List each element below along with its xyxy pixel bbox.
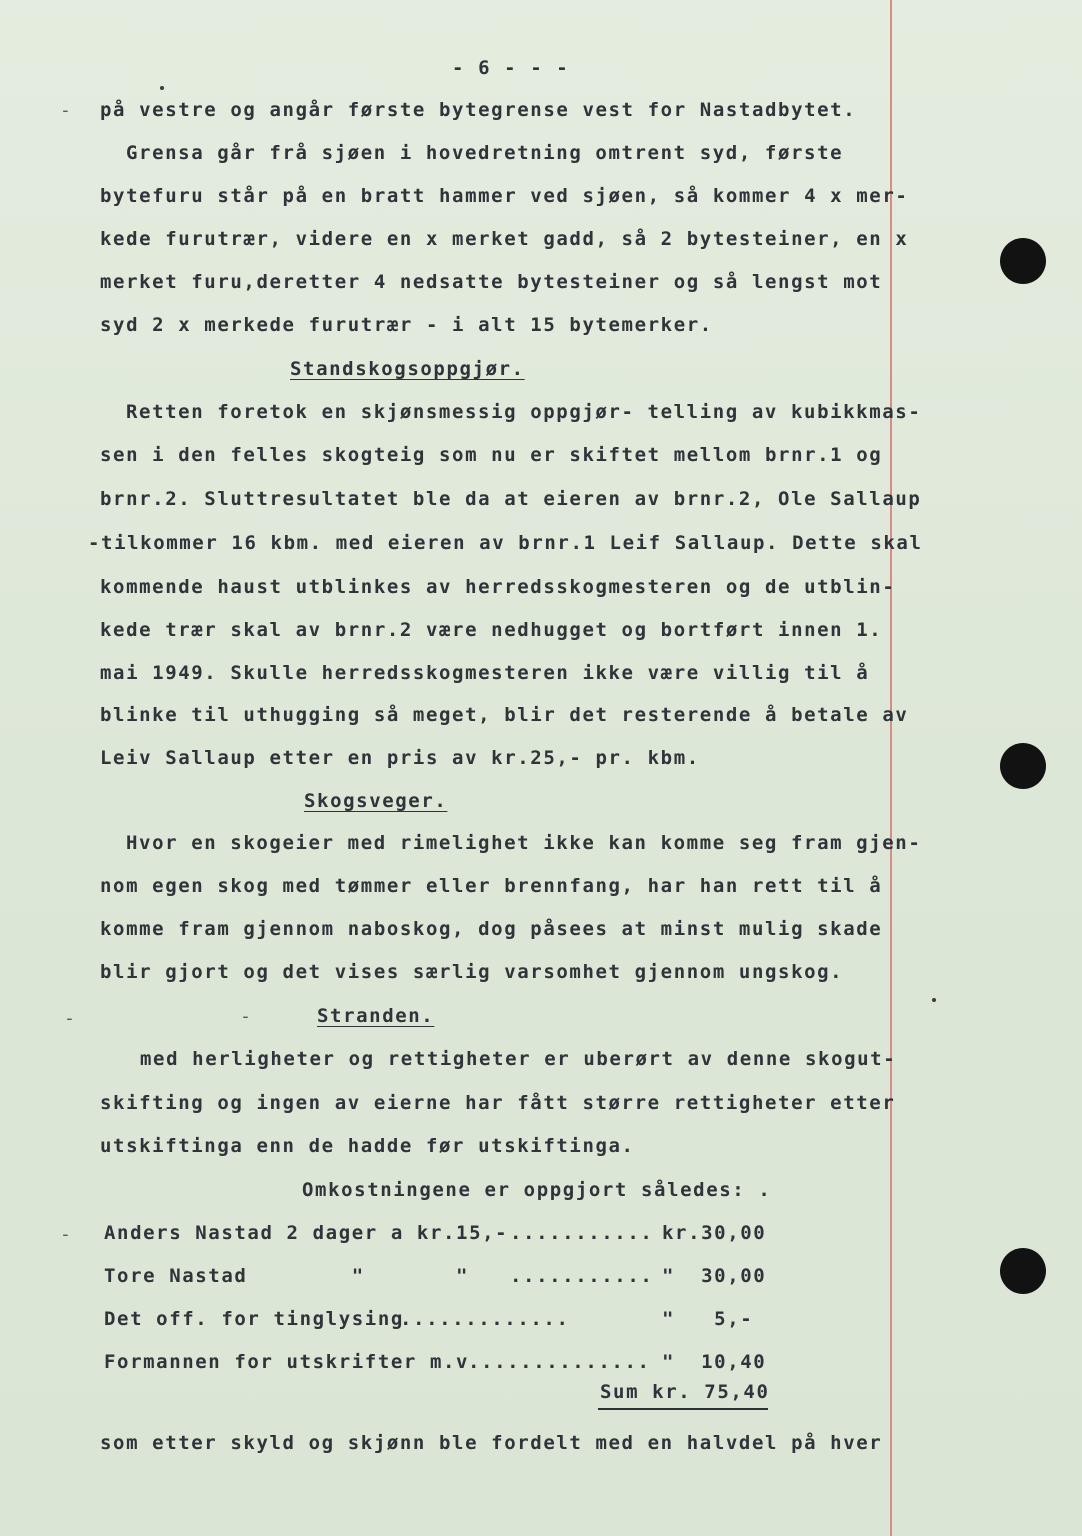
text-line: syd 2 x merkede furutrær - i alt 15 bytemerker. bbox=[100, 314, 713, 336]
cost-label: Anders Nastad 2 dager a kr.15,- bbox=[104, 1222, 509, 1244]
speck bbox=[160, 86, 164, 90]
cost-amount: " 30,00 bbox=[662, 1265, 767, 1287]
text-line: sen i den felles skogteig som nu er skiftet mellom brnr.1 og bbox=[100, 444, 883, 466]
speck bbox=[932, 998, 936, 1002]
cost-amount: kr.30,00 bbox=[662, 1222, 767, 1244]
punch-hole-middle bbox=[1000, 743, 1046, 789]
text-line: på vestre og angår første bytegrense vest for Nastadbytet. bbox=[100, 99, 857, 121]
text-line: Leiv Sallaup etter en pris av kr.25,- pr. kbm. bbox=[100, 747, 700, 769]
margin-dash: - bbox=[240, 1006, 251, 1027]
cost-dots: ........... bbox=[510, 1265, 654, 1287]
cost-dots: .............. bbox=[468, 1351, 651, 1373]
heading-stranden: Stranden. bbox=[317, 1005, 435, 1027]
text-line: som etter skyld og skjønn ble fordelt med en halvdel på hver bbox=[100, 1432, 883, 1454]
text-line: blinke til uthugging så meget, blir det resterende å betale av bbox=[100, 704, 909, 726]
costs-intro: Omkostningene er oppgjort således: . bbox=[302, 1179, 772, 1201]
punch-hole-bottom bbox=[1000, 1248, 1046, 1294]
text-line: kede trær skal av brnr.2 være nedhugget og bortført innen 1. bbox=[100, 619, 883, 641]
page-number: - 6 - - - bbox=[452, 57, 570, 79]
text-line: kommende haust utblinkes av herredsskogmesteren og de utblin- bbox=[100, 576, 896, 598]
text-line: merket furu,deretter 4 nedsatte bytesteiner og så lengst mot bbox=[100, 271, 883, 293]
punch-hole-top bbox=[1000, 238, 1046, 284]
text-line: Hvor en skogeier med rimelighet ikke kan komme seg fram gjen- bbox=[126, 832, 922, 854]
text-line: nom egen skog med tømmer eller brennfang, har han rett til å bbox=[100, 875, 883, 897]
text-line: utskiftinga enn de hadde før utskiftinga. bbox=[100, 1135, 635, 1157]
cost-dots: ............. bbox=[400, 1308, 570, 1330]
sum-total: Sum kr. 75,40 bbox=[600, 1381, 770, 1403]
cost-label: Det off. for tinglysing bbox=[104, 1308, 404, 1330]
sum-underline bbox=[598, 1408, 768, 1410]
text-line: mai 1949. Skulle herredsskogmesteren ikke være villig til å bbox=[100, 662, 870, 684]
heading-skogsveger: Skogsveger. bbox=[304, 790, 448, 812]
text-line: Retten foretok en skjønsmessig oppgjør- telling av kubikkmas- bbox=[126, 401, 922, 423]
text-line: bytefuru står på en bratt hammer ved sjøen, så kommer 4 x mer- bbox=[100, 185, 909, 207]
text-line: skifting og ingen av eierne har fått større rettigheter etter bbox=[100, 1092, 896, 1114]
cost-dots: ........... bbox=[510, 1222, 654, 1244]
cost-label: Formannen for utskrifter m.v bbox=[104, 1351, 470, 1373]
text-line: med herligheter og rettigheter er uberørt av denne skogut- bbox=[140, 1048, 897, 1070]
text-line: brnr.2. Sluttresultatet ble da at eieren av brnr.2, Ole Sallaup bbox=[100, 488, 922, 510]
margin-dash: - bbox=[64, 1008, 75, 1029]
text-line: blir gjort og det vises særlig varsomhet gjennom ungskog. bbox=[100, 961, 844, 983]
cost-amount: " 5,- bbox=[662, 1308, 754, 1330]
heading-standskogsoppgjor: Standskogsoppgjør. bbox=[290, 358, 525, 380]
text-line: -tilkommer 16 kbm. med eieren av brnr.1 Leif Sallaup. Dette skal bbox=[88, 532, 923, 554]
text-line: kede furutrær, videre en x merket gadd, så 2 bytesteiner, en x bbox=[100, 228, 909, 250]
text-line: komme fram gjennom naboskog, dog påsees at minst mulig skade bbox=[100, 918, 883, 940]
cost-label: Tore Nastad " " bbox=[104, 1265, 470, 1287]
margin-dash: - bbox=[60, 100, 71, 121]
margin-dash: - bbox=[60, 1224, 71, 1245]
text-line: Grensa går frå sjøen i hovedretning omtrent syd, første bbox=[126, 142, 844, 164]
cost-amount: " 10,40 bbox=[662, 1351, 767, 1373]
